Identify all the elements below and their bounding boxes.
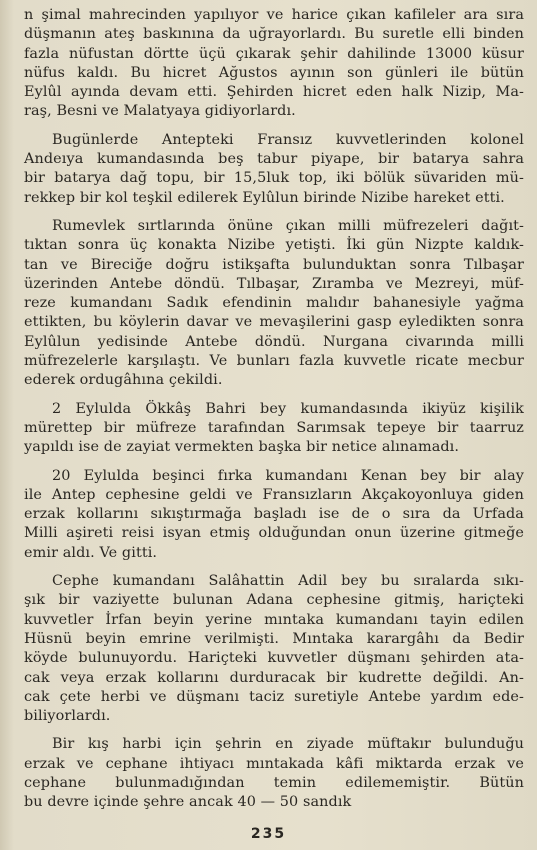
text-line: n şimal mahrecinden yapılıyor ve harice çıkan kafileler ara sıra (24, 7, 524, 23)
text-line: Cephe kumandanı Salâhattin Adil bey bu sıralarda sıkı- (52, 573, 524, 590)
text-line: cak veya erzak kollarını durduracak bir kudrette değildi. An- (24, 669, 524, 686)
text-line: ettikten, bu köylerin davar ve mevaşilerini gasp eyledikten sonra (24, 314, 524, 331)
text-line: cak çete herbi ve düşmanı taciz suretiyle Antebe yardım ede- (24, 688, 524, 705)
text-line: Eylûlun yedisinde Antebe döndü. Nurgana civarında milli (24, 333, 524, 350)
text-line: müfrezelerle karşılaştı. Ve bunları fazla kuvvetle ricate mecbur (24, 353, 524, 370)
text-line: fazla nüfustan dörtte üçü çıkarak şehir dahilinde 13000 küsur (24, 45, 524, 62)
text-line: 20 Eylulda beşinci fırka kumandanı Kenan bey bir alay (52, 467, 524, 484)
text-line: nüfus kaldı. Bu hicret Ağustos ayının son günleri ile bütün (24, 64, 524, 81)
text-line: emir aldı. Ve gitti. (24, 544, 158, 561)
text-line: Eylûl ayında devam etti. Şehirden hicret eden halk Nizip, Ma- (24, 84, 524, 101)
text-line: Hüsnü beyin emrine verilmişti. Mıntaka karargâhı da Bedir (24, 630, 524, 647)
paragraph (24, 6, 524, 122)
text-line: erzak kollarını sıkıştırmağa başladı ise de o sıra da Urfada (24, 506, 524, 523)
paragraph (24, 467, 524, 563)
text-line: erzak ve cephane ihtiyacı mıntakada kâfi miktarda erzak ve (24, 755, 524, 772)
paragraph (24, 131, 524, 208)
text-line: ile Antep cephesine geldi ve Fransızların Akçakoyonluya giden (24, 486, 524, 503)
text-line: bir batarya dağ topu, bir 15,5luk top, iki bölük süvariden mü- (24, 170, 524, 187)
paragraph (24, 735, 524, 812)
text-line: köyde bulunuyordu. Hariçteki kuvvetler düşmanı şehirden ata- (24, 650, 524, 667)
text-line: kuvvetler İrfan beyin yerine mıntaka kumandanı tayin edilen (24, 611, 524, 628)
paragraph (24, 572, 524, 726)
text-line: cephane bulunmadığından temin edilememiştir. Bütün (24, 774, 524, 791)
text-line: biliyorlardı. (24, 708, 111, 725)
text-line: yapıldı ise de zayiat vermekten başka bir netice alınamadı. (24, 439, 460, 456)
text-line: rekkep bir kol teşkil edilerek Eylûlun birinde Nizibe hareket etti. (24, 189, 505, 206)
text-line: raş, Besni ve Malatyaya gidiyorlardı. (24, 103, 296, 120)
page-number: 235 (250, 826, 287, 842)
text-line: üzerinden Antebe döndü. Tılbaşar, Zıramba ve Mezreyi, müf- (24, 275, 524, 292)
text-line: Rumevlek sırtlarında önüne çıkan milli müfrezeleri dağıt- (52, 217, 524, 234)
text-line: mürettep bir müfreze tarafından Sarımsak tepeye bir taarruz (24, 419, 524, 436)
text-line: ederek ordugâhına çekildi. (24, 372, 223, 389)
text-line: 2 Eylulda Ökkâş Bahri bey kumandasında ikiyüz kişilik (52, 400, 524, 417)
text-line: reze kumandanı Sadık efendinin malıdır bahanesiyle yağma (24, 295, 524, 312)
body-text (24, 6, 524, 822)
text-line: Bir kış harbi için şehrin en ziyade müftakır bulunduğu (52, 736, 524, 753)
paragraph (24, 400, 524, 458)
text-line: bu devre içinde şehre ancak 40 — 50 sandık (24, 794, 352, 811)
text-line: tıktan sonra üç konakta Nizibe yetişti. İki gün Nizpte kaldık- (24, 237, 524, 254)
text-line: Milli aşireti reisi isyan etmiş olduğundan onun üzerine gitmeğe (24, 525, 524, 542)
text-line: Bugünlerde Antepteki Fransız kuvvetlerinden kolonel (52, 131, 524, 148)
paragraph (24, 217, 524, 391)
text-line: tan ve Bireciğe doğru istikşafta bulunduktan sonra Tılbaşar (24, 256, 524, 273)
text-line: düşmanın ateş baskınına da uğrayorlardı. Bu suretle elli binden (24, 26, 524, 43)
text-line: şık bir vaziyette bulunan Adana cephesine gitmiş, hariçteki (24, 592, 524, 609)
text-line: Andeıya kumandasında beş tabur piyape, bir batarya sahra (24, 151, 524, 168)
